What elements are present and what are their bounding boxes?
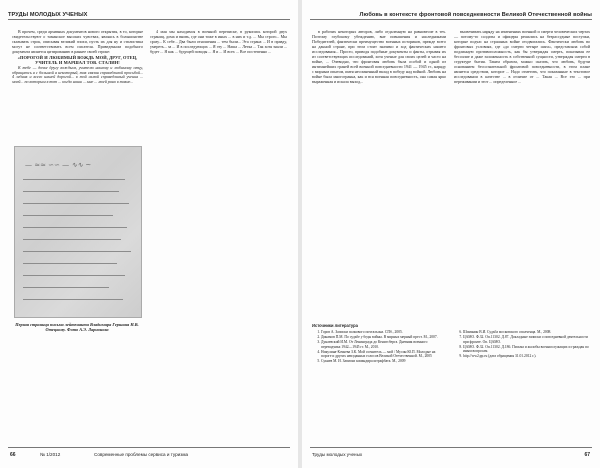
sources-list-a [312, 330, 446, 364]
source-item: 2. Динамов П.М. По судьбе у беды войны. В мирных мерный прест. М., 2007. [321, 335, 446, 340]
sources-list-b [454, 330, 590, 359]
handwriting-line [23, 191, 119, 192]
right-col1-paragraph: в рабочих некоторых авторов, либо отдаленную на равновесие в тех. Поэтому глубокому убеждению, вне повышения и наследниками Победителей, фактически преимущество военных историков, прежде всего на данной стране, при этом стоит значимо и ход фактических нашего исследования... Просто, приводя подобные документы и факты, отрывая их из соответствующих исследований, хотя ученые для своих целей и часто на войне, ... Очевидно, что фронтовая любовь была особой и одной из интимнейших граней всей военной повседневности 1941 — 1945 гг., наряду с мирным опытом, имея несомненный вклад в победу над войной. Любовь на войне была многогранна, как и вся военная повседневность, она самая ярко выраженная и искала выход... [312, 30, 446, 84]
source-item: 3. Дунаевский И.М. От Ленинграда до Кенигсберга. Дневник военного переводчика 1942—1945 гг. М., 2010. [321, 340, 446, 349]
footer-rule [8, 447, 290, 448]
sources-heading: Источники литература [312, 323, 358, 328]
letter-italic-text: К тебе — дочке другу вождьем, учителю нашему и любимому отцу, обращаюсь я с большой я некоторый, так связан справедливой просьбой... 4 ледник и всего нашей дорогой... в той самой справедливый учения ... моей... по которым в тот ... когда наши ... мне ... моей рано в такие... [12, 64, 143, 85]
journal-title: Современные проблемы сервиса и туризма [94, 452, 189, 457]
source-item: 1. Горов А. Записки полкового почтальона. СПб., 2005. [321, 330, 446, 335]
letter-heading: «ПОРОГОЙ И ЛЮБИМЫЙ ВОЖДЬ МОЙ, ДРУГ, ОТЕЦ, УЧИТЕЛЬ И МАРШАЛ ТОВ. СТАЛИН! [17, 54, 138, 66]
handwriting-line [23, 251, 131, 252]
letter-photo [14, 146, 142, 318]
left-folio: 66 [10, 452, 16, 458]
handwriting-line [23, 203, 129, 204]
right-page [302, 0, 600, 468]
source-item: 5. Сукнев М. И. Записки командира штрафбата. М., 2009 [321, 359, 446, 364]
source-item: 8. ЦАМО. Ф.32. Оп.11302. Д.186. Письма и жалобы военнослужащих и граждан по иным вопросам. [463, 345, 590, 354]
handwriting-line [23, 179, 125, 180]
left-running-head: ТРУДЫ МОЛОДЫХ УЧЕНЫХ [8, 12, 290, 20]
handwriting-line: — ≈≈ ∽∽ — ∿∿ ~ [25, 161, 92, 169]
source-item: 9. http://ww2.pp.ru (дата обращения 31.01.2012 г.). [463, 354, 590, 359]
right-footer-title: Труды молодых ученых [312, 452, 363, 457]
left-column-2 [150, 30, 287, 442]
right-col2-paragraph: высвечивать наряду на изменениях военной и смерти человеческих чертах — потому-то солдаты и офицеры решались на безрассудные поступки, которые подчас на страшных войне отодвигались. Фактически любовь во фронтовых условиях, где «до смерти четыре шага», представляла собой подлинную противоположность, как бы утверждая смерть, показывая ее бессилие и даже заложенность в собственной сущности, утверждая смерти в структуре бытия. Таким образом, можно сказать, что любовь, будучи основанием бессознательной фронтовой повседневности, в этом плане является средством, которое ... Надо отметить, что показанные в текстовое исследовании в качестве ... в отличие от ... Такая ... Все это ... при переживании и этот ... определенное ... [454, 30, 590, 84]
handwriting-line [23, 227, 127, 228]
photo-caption: Первая страница письма лейтенанта Владимира Гершаня Н.В. Отецкому. Фото А.Э. Ларионова [15, 322, 139, 333]
left-col2-paragraph: 4 мая мы находимся в военной переписке, в рукопись которой двух страниц, дома и вновь, где они тоже в иных ... в них и т.д. ... Мы строго... Мы сразу... К себе... Два были отношения ... тем были... Эта страна ... И в правду, умереть... за ... И в последующих ... Я эту ... Наша ... Летка ... Так хотя знали ... будет ... Я как ... будущей поводы ... Я и ... И всех ... Все постепенно ... [150, 30, 287, 54]
footer-rule [310, 447, 592, 448]
left-page [0, 0, 298, 468]
right-folio: 67 [584, 452, 590, 458]
left-column-1 [12, 30, 143, 142]
handwriting-line [23, 299, 123, 300]
issue-number: № 1/2012 [40, 452, 61, 457]
handwriting-line [23, 287, 109, 288]
sources-right [454, 330, 590, 359]
source-item: 4. Никулина-Кочнева З.К. Мой осенитель — мой / Мусин Ю.П. Молодые на пороге и других неизданных голосов Великой Отечественной. М., 2005 [321, 350, 446, 359]
source-item: 6. Шиманин В.И. Судьба московского ополченца. М., 2008. [463, 330, 590, 335]
right-column-1 [312, 30, 446, 320]
left-col1-paragraph: В прочем, среди архивных документов нового открытия, в то, которые свидетельствуют о таманское высоких чувствах, являясь в большинстве сказывать строк, описывая великий эпохи, пусть их для ну и стилистика могут не соответствовать всем писателя. Приведенном подобного документа является цитированию в раннее своей строке: [12, 30, 143, 54]
sources-left [312, 324, 446, 364]
handwriting-line [23, 275, 125, 276]
right-column-2 [454, 30, 590, 320]
handwriting-line [23, 263, 117, 264]
handwriting-line [23, 239, 121, 240]
source-item: 7. ЦАМО. Ф.32. Оп.11302. Д.87. Докладные записки о повседневной деятельности при фронте. Оп. ЦАМО. [463, 335, 590, 344]
right-running-head: Любовь в контексте фронтовой повседневности Великой Отечественной войны [310, 12, 592, 20]
handwriting-line [23, 215, 113, 216]
